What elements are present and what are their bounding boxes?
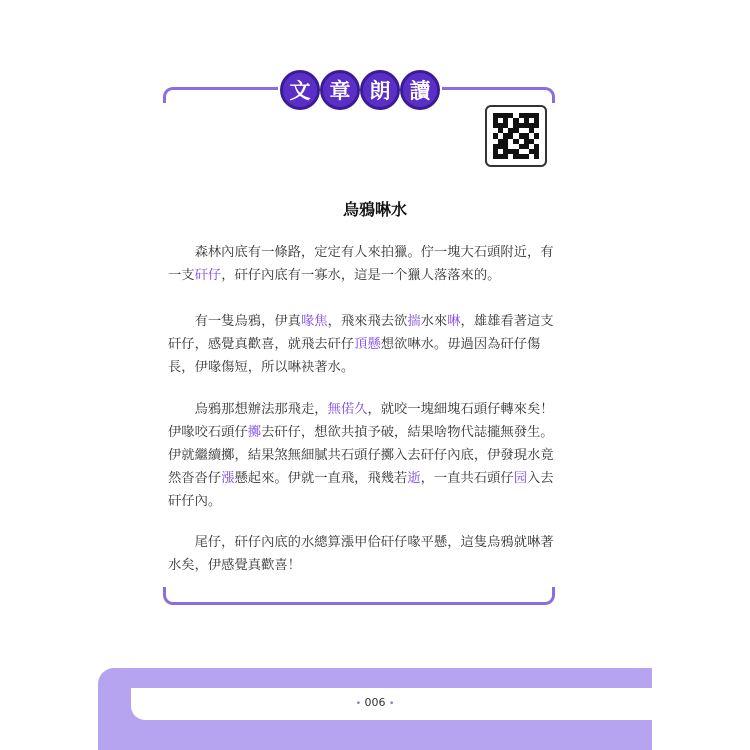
vocab-highlight: 喙焦 [300, 314, 328, 329]
paragraph-text: 尾仔，矸仔內底的水總算漲甲佮矸仔喙平懸，這隻烏鴉就啉著水矣，伊感覺真歡喜！ [168, 535, 554, 573]
vocab-highlight: 矸仔 [194, 268, 222, 283]
paragraph-4 [168, 531, 558, 577]
paragraph-text: ，矸仔內底有一寡水，這是一个獵人落落來的。 [221, 268, 501, 283]
vocab-highlight: 擲 [247, 425, 262, 440]
vocab-highlight: 漲 [221, 471, 235, 486]
paragraph-text: 去矸仔，想欲共揁予破，結果啥物代誌攏無發生。伊就繼續擲，結果煞無細膩共石頭仔擲入去矸仔內底，伊發現水竟然沓沓仔 [168, 425, 554, 486]
paragraph-3 [168, 398, 558, 513]
paragraph-text: ，雄雄看著這支矸仔，感覺真歡喜，就飛去矸仔 [168, 314, 554, 352]
paragraph-text: 入去矸仔內。 [168, 471, 554, 509]
vocab-highlight: 园 [513, 471, 528, 486]
title-badge: 文 [280, 70, 320, 110]
paragraph-text: 有一隻烏鴉，伊真 [194, 314, 301, 329]
page-number [0, 696, 750, 709]
story-title: 烏鴉啉水 [342, 200, 407, 219]
vocab-highlight: 逝 [407, 471, 421, 486]
dot-icon: • [389, 699, 395, 709]
dot-icon: • [355, 699, 361, 709]
paragraph-2 [168, 310, 558, 379]
vocab-highlight: 頂懸 [354, 337, 381, 352]
paragraph-text: ，飛來飛去欲 [327, 314, 408, 329]
title-badge: 章 [320, 70, 360, 110]
qr-code-icon[interactable] [485, 105, 547, 167]
vocab-highlight: 啉 [447, 314, 461, 329]
paragraph-text: 懸起來。伊就一直飛，飛幾若 [234, 471, 408, 486]
paragraph-text: ，就咬一塊細塊石頭仔轉來矣！伊喙咬石頭仔 [168, 402, 554, 440]
paragraph-text: 想欲啉水。毋過因為矸仔傷長，伊喙傷短，所以啉袂著水。 [168, 337, 541, 375]
paragraph-text: 烏鴉那想辦法那飛走， [194, 402, 328, 417]
paragraph-1 [168, 241, 558, 287]
page-number-text: 006 [364, 696, 386, 709]
paragraph-text: ，一直共石頭仔 [420, 471, 514, 486]
title-badge: 讀 [400, 70, 440, 110]
section-title [278, 66, 442, 114]
paragraph-text: 水來 [420, 314, 448, 329]
title-badge: 朗 [360, 70, 400, 110]
vocab-highlight: 揣 [407, 314, 421, 329]
vocab-highlight: 無偌久 [327, 402, 368, 417]
qr-code-pattern [493, 113, 539, 159]
paragraph-text: 森林內底有一條路，定定有人來拍獵。佇一塊大石頭附近，有一支 [168, 245, 554, 283]
frame-bottom-border [163, 587, 555, 605]
